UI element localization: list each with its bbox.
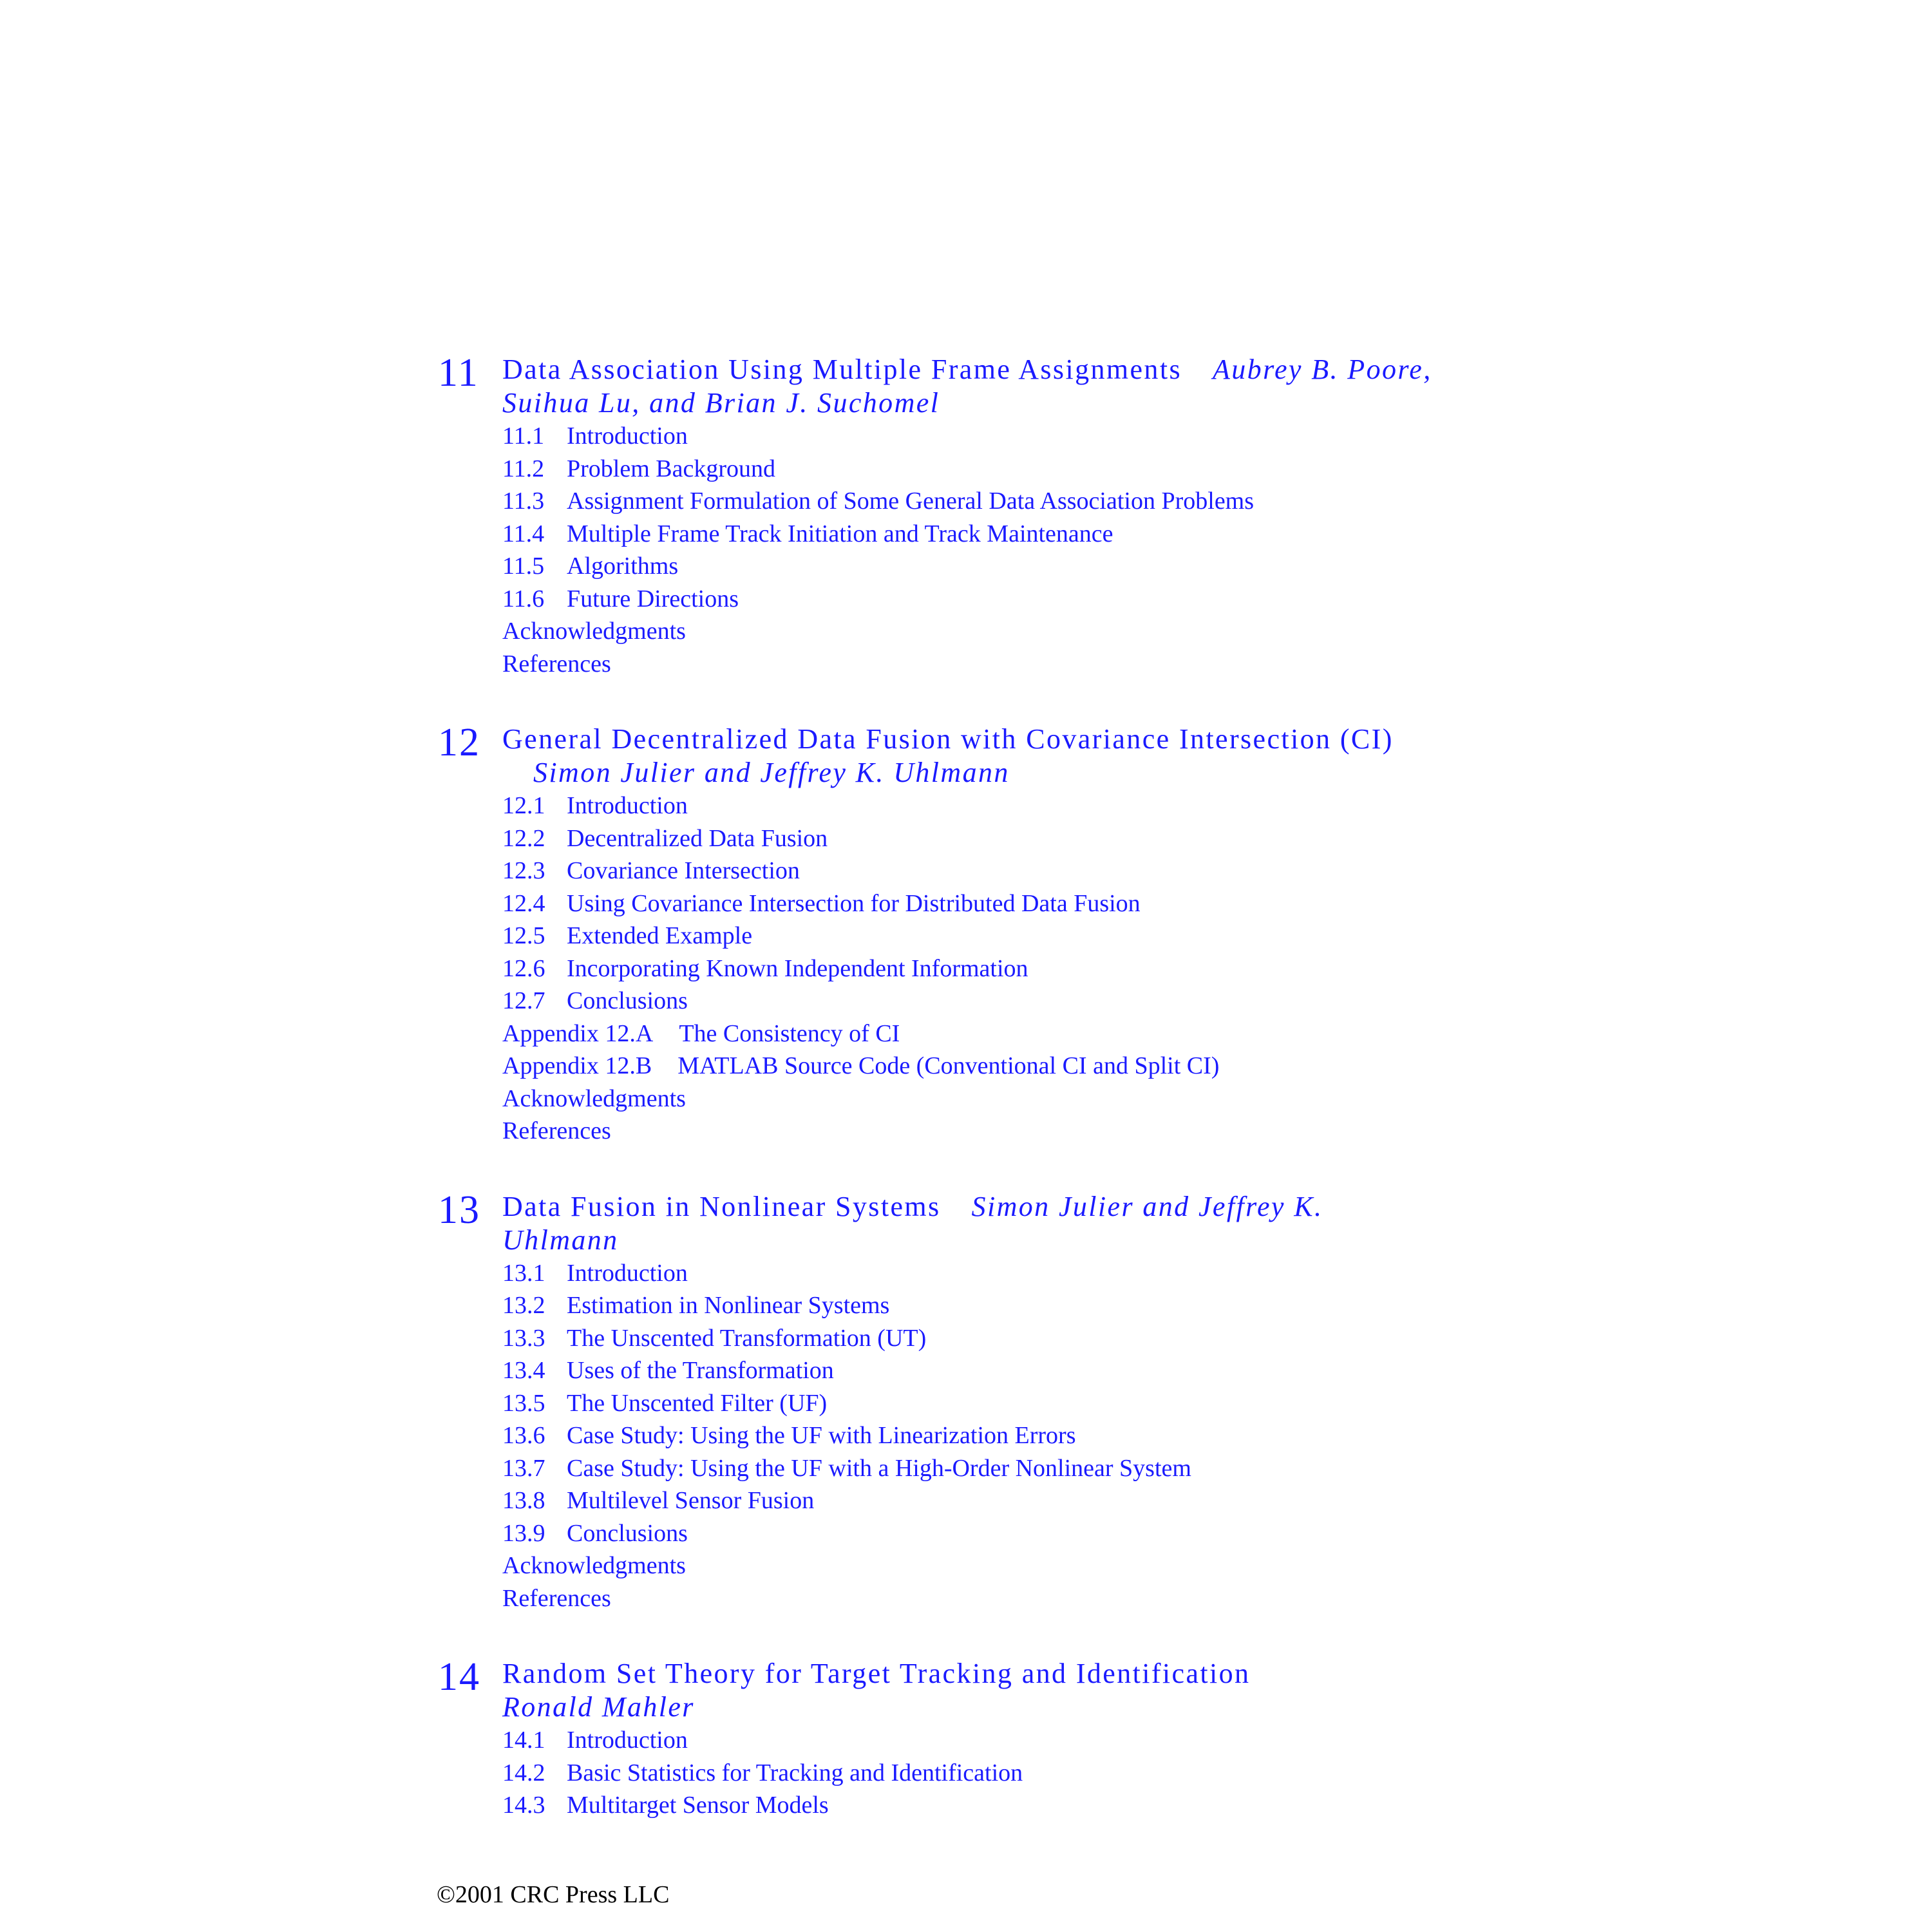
chapter-authors-continued: Suihua Lu, and Brian J. Suchomel: [502, 387, 940, 419]
section-title: Problem Background: [567, 455, 776, 482]
section-title: Extended Example: [567, 922, 753, 949]
toc-references[interactable]: References: [502, 1117, 611, 1144]
table-of-contents: [438, 353, 1494, 1864]
chapter-heading[interactable]: [438, 1657, 1494, 1724]
section-title: Assignment Formulation of Some General Data Association Problems: [567, 488, 1255, 515]
chapter-heading[interactable]: [438, 353, 1494, 420]
appendix-title: The Consistency of CI: [679, 1019, 900, 1047]
section-number: 13.9: [502, 1519, 545, 1547]
toc-entry[interactable]: [502, 1724, 1494, 1757]
section-number: 13.4: [502, 1357, 545, 1384]
section-title: Incorporating Known Independent Information: [567, 954, 1028, 982]
section-number: 12.7: [502, 987, 545, 1014]
toc-entry[interactable]: [502, 985, 1494, 1018]
toc-entry[interactable]: [502, 1257, 1494, 1290]
toc-entry[interactable]: [502, 1452, 1494, 1485]
chapter-number: 14: [438, 1655, 480, 1699]
section-number: 14.2: [502, 1759, 545, 1786]
toc-entry[interactable]: [502, 1354, 1494, 1387]
section-number: 13.5: [502, 1389, 545, 1417]
toc-entry[interactable]: [502, 518, 1494, 551]
section-title: Conclusions: [567, 1519, 688, 1547]
section-number: 14.1: [502, 1727, 545, 1754]
toc-entry[interactable]: [502, 550, 1494, 583]
section-title: Introduction: [567, 422, 688, 450]
toc-entry[interactable]: [502, 583, 1494, 616]
toc-entry[interactable]: [502, 1517, 1494, 1550]
toc-entry[interactable]: [502, 952, 1494, 985]
section-title: Multiple Frame Track Initiation and Track Maintenance: [567, 520, 1113, 547]
section-number: 13.1: [502, 1259, 545, 1287]
chapter-12: [438, 723, 1494, 1148]
section-number: 12.4: [502, 889, 545, 917]
section-title: Future Directions: [567, 585, 739, 612]
section-number: 13.8: [502, 1487, 545, 1514]
chapter-title[interactable]: Random Set Theory for Target Tracking and Identification: [502, 1658, 1251, 1689]
appendix-number: Appendix 12.B: [502, 1052, 652, 1079]
section-list: [438, 420, 1494, 680]
section-number: 11.1: [502, 422, 545, 450]
copyright-notice: ©2001 CRC Press LLC: [437, 1881, 670, 1908]
toc-acknowledgments[interactable]: Acknowledgments: [502, 1552, 686, 1579]
toc-entry[interactable]: [502, 1289, 1494, 1322]
toc-acknowledgments[interactable]: Acknowledgments: [502, 618, 686, 645]
appendix-number: Appendix 12.A: [502, 1019, 654, 1047]
section-number: 13.6: [502, 1422, 545, 1449]
section-number: 13.2: [502, 1292, 545, 1319]
section-title: Conclusions: [567, 987, 688, 1014]
section-title: Introduction: [567, 1259, 688, 1287]
section-number: 13.3: [502, 1324, 545, 1352]
section-number: 12.3: [502, 857, 545, 884]
section-title: The Unscented Filter (UF): [567, 1389, 828, 1417]
chapter-authors: Ronald Mahler: [502, 1691, 695, 1723]
toc-entry[interactable]: [502, 1484, 1494, 1517]
section-number: 12.5: [502, 922, 545, 949]
section-title: Algorithms: [567, 553, 679, 580]
section-number: 11.3: [502, 488, 545, 515]
chapter-authors: Aubrey B. Poore,: [1213, 354, 1432, 385]
section-title: Introduction: [567, 792, 688, 819]
section-title: The Unscented Transformation (UT): [567, 1324, 927, 1352]
toc-entry[interactable]: [502, 855, 1494, 887]
section-number: 12.6: [502, 954, 545, 982]
toc-entry[interactable]: [502, 1789, 1494, 1822]
section-title: Uses of the Transformation: [567, 1357, 834, 1384]
chapter-11: [438, 353, 1494, 680]
toc-acknowledgments[interactable]: Acknowledgments: [502, 1084, 686, 1112]
chapter-title[interactable]: Data Fusion in Nonlinear Systems: [502, 1190, 941, 1222]
section-title: Estimation in Nonlinear Systems: [567, 1292, 890, 1319]
toc-entry[interactable]: [502, 1322, 1494, 1355]
chapter-authors-continued: Uhlmann: [502, 1224, 619, 1256]
toc-appendix[interactable]: [502, 1050, 1494, 1083]
toc-entry[interactable]: [502, 420, 1494, 453]
toc-entry[interactable]: [502, 1387, 1494, 1420]
section-number: 13.7: [502, 1454, 545, 1482]
section-title: Case Study: Using the UF with Linearization Errors: [567, 1422, 1076, 1449]
chapter-title[interactable]: General Decentralized Data Fusion with Covariance Intersection (CI): [502, 723, 1394, 755]
section-number: 11.4: [502, 520, 545, 547]
toc-entry[interactable]: [502, 822, 1494, 855]
toc-entry[interactable]: [502, 1757, 1494, 1790]
toc-references[interactable]: References: [502, 650, 611, 677]
chapter-authors: Simon Julier and Jeffrey K. Uhlmann: [533, 757, 1010, 788]
section-list: [438, 1724, 1494, 1822]
section-title: Using Covariance Intersection for Distributed Data Fusion: [567, 889, 1141, 917]
chapter-13: [438, 1190, 1494, 1615]
toc-appendix[interactable]: [502, 1018, 1494, 1050]
section-list: [438, 1257, 1494, 1615]
chapter-number: 13: [438, 1188, 480, 1232]
section-number: 14.3: [502, 1792, 545, 1819]
chapter-heading[interactable]: [438, 1190, 1494, 1257]
section-number: 12.2: [502, 824, 545, 852]
chapter-14: [438, 1657, 1494, 1822]
section-number: 12.1: [502, 792, 545, 819]
section-title: Introduction: [567, 1727, 688, 1754]
toc-entry[interactable]: [502, 920, 1494, 952]
toc-entry[interactable]: [502, 485, 1494, 518]
chapter-number: 12: [438, 721, 480, 764]
section-number: 11.5: [502, 553, 545, 580]
section-title: Basic Statistics for Tracking and Identification: [567, 1759, 1023, 1786]
section-title: Multitarget Sensor Models: [567, 1792, 829, 1819]
section-number: 11.6: [502, 585, 545, 612]
toc-references[interactable]: References: [502, 1584, 611, 1612]
chapter-number: 11: [438, 351, 479, 395]
toc-entry[interactable]: [502, 887, 1494, 920]
section-title: Decentralized Data Fusion: [567, 824, 828, 852]
toc-entry[interactable]: [502, 790, 1494, 822]
section-list: [438, 790, 1494, 1148]
chapter-heading[interactable]: [438, 723, 1494, 790]
section-title: Case Study: Using the UF with a High-Order Nonlinear System: [567, 1454, 1191, 1482]
section-number: 11.2: [502, 455, 545, 482]
toc-entry[interactable]: [502, 453, 1494, 486]
chapter-title[interactable]: Data Association Using Multiple Frame Assignments: [502, 354, 1182, 385]
appendix-title: MATLAB Source Code (Conventional CI and Split CI): [677, 1052, 1220, 1079]
section-title: Covariance Intersection: [567, 857, 800, 884]
section-title: Multilevel Sensor Fusion: [567, 1487, 815, 1514]
toc-entry[interactable]: [502, 1419, 1494, 1452]
chapter-authors: Simon Julier and Jeffrey K.: [971, 1190, 1323, 1222]
